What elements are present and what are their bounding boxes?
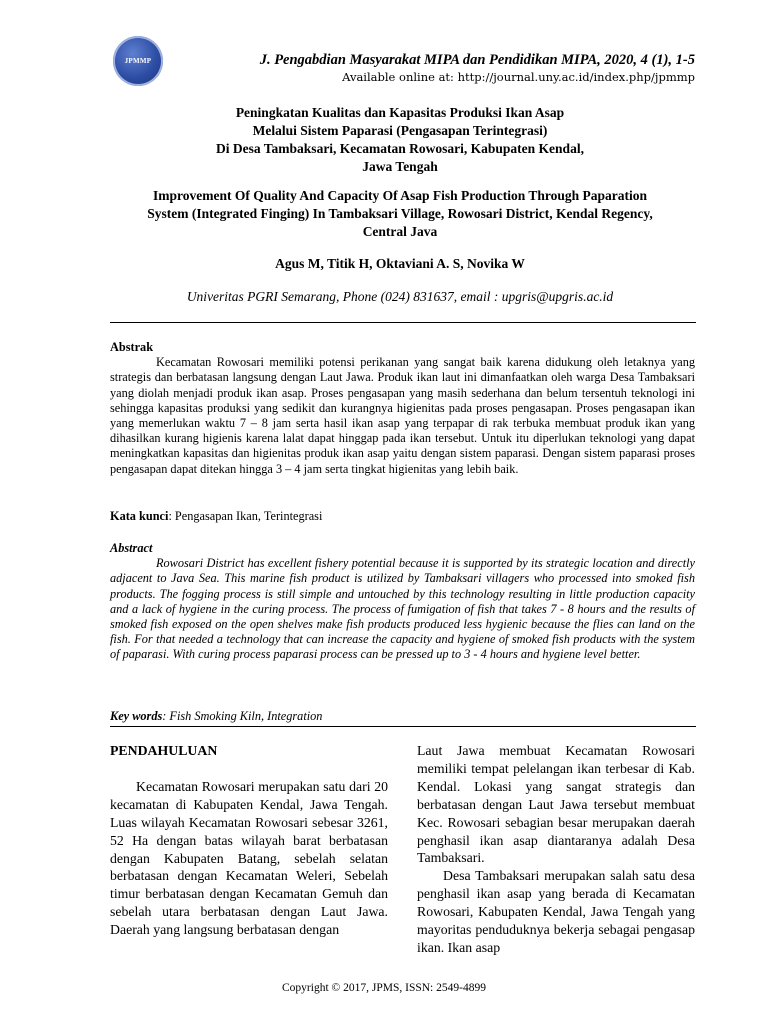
title-line: Central Java [362,224,438,239]
body-paragraph: Desa Tambaksari merupakan salah satu desa penghasil ikan asap yang berada di Kecamatan Rowosari, Kabupaten Kendal, Jawa Tengah yang mayoritas penduduknya bekerja sebagai pengasap ikan. Ikan asap [417,868,695,955]
header-divider [110,322,696,323]
title-line: Improvement Of Quality And Capacity Of Asap Fish Production Through Paparation [152,188,648,203]
left-column [110,742,388,939]
body-paragraph: Kecamatan Rowosari merupakan satu dari 20 kecamatan di Kabupaten Kendal, Jawa Tengah. Luas wilayah Kecamatan Rowosari sebesar 3261, 52 Ha dengan batas wilayah barat berbatasan dengan Kabupaten Batang, sebelah selatan berbatasan dengan Kecamatan Weleri, Sebelah timur berbatasan dengan Kecamatan Gemuh dan sebelah utara berbatasan dengan Laut Jawa. Daerah yang langsung berbatasan dengan [110,778,388,938]
abstrak-text: Kecamatan Rowosari memiliki potensi perikanan yang sangat baik karena didukung oleh letaknya yang strategis dan berbatasan langsung dengan Laut Jawa. Produk ikan laut ini dimanfaatkan oleh warga Desa Tambaksari yang diolah menjadi produk ikan asap. Proses pengasapan yang masih sederhana dan belum tersentuh teknologi ini sehingga kapasitas produksi yang sedikit dan kurangnya higienitas pada proses pengasapan. Proses pengasapan ikan yang memerlukan waktu 7 – 8 jam serta hasil ikan asap yang terpapar di rak terbuka membuat produk ikan yang dihasilkan kurang higienis karena lalat dapat hinggap pada ikan tersebut. Untuk itu diperlukan teknologi yang dapat meningkatkan kapasitas dan higienitas produk ikan asap yaitu dengan sistem paparasi. Dengan sistem paparasi proses pengasapan dapat ditekan hingga 3 – 4 jam serta tingkat higienitas yang lebih baik. [110,355,695,476]
available-online: Available online at: http://journal.uny.ac.id/index.php/jpmmp [342,70,695,84]
title-english [100,187,700,241]
journal-logo [113,36,163,86]
abstrak-heading: Abstrak [110,340,154,354]
kata-kunci-text: : Pengasapan Ikan, Terintegrasi [168,509,323,523]
copyright-footer: Copyright © 2017, JPMS, ISSN: 2549-4899 [282,982,486,994]
abstract-text: Rowosari District has excellent fishery potential because it is supported by its strategic location and directly adjacent to Java Sea. This marine fish product is utilized by Tambaksari villagers who processed into smoked fish products. The fogging process is still simple and untouched by this technology resulting in little production capacity and a lack of hygiene in the curing process. The process of fumigation of fish that takes 7 - 8 hours and the results of smoked fish exposed on the open shelves make fish products produced less hygienic because the flies can land on the fish. For that needed a technology that can increase the capacity and hygiene of smoked fish products with the system of paparasi. With curing process paparasi process can be pressed up to 3 - 4 hours and hygiene level better. [110,556,695,662]
title-line: System (Integrated Finging) In Tambaksari Village, Rowosari District, Kendal Regency, [147,206,653,221]
abstract-divider [110,726,696,727]
kata-kunci-label: Kata kunci [110,509,169,523]
title-line: Jawa Tengah [362,159,438,174]
title-indonesian [100,104,700,176]
logo-text: JPMMP [124,57,152,65]
right-column [417,742,695,957]
journal-citation: J. Pengabdian Masyarakat MIPA dan Pendidikan MIPA, 2020, 4 (1), 1-5 [259,52,695,68]
affiliation: Univeritas PGRI Semarang, Phone (024) 831637, email : upgris@upgris.ac.id [186,289,614,304]
abstract-section [110,541,695,663]
section-heading: PENDAHULUAN [110,743,218,758]
title-line: Melalui Sistem Paparasi (Pengasapan Terintegrasi) [252,123,548,138]
authors: Agus M, Titik H, Oktaviani A. S, Novika W [275,256,525,271]
title-line: Di Desa Tambaksari, Kecamatan Rowosari, Kabupaten Kendal, [216,141,584,156]
abstract-heading: Abstract [110,541,153,555]
abstrak-section [110,340,695,477]
kata-kunci [110,509,695,524]
key-words-text: : Fish Smoking Kiln, Integration [162,709,323,723]
body-paragraph: Laut Jawa membuat Kecamatan Rowosari memiliki tempat pelelangan ikan terbesar di Kab. Kendal. Lokasi yang sangat strategis dan berbatasan dengan Laut Jawa tersebut membuat Kec. Rowosari sebagian besar merupakan daerah penghasil ikan asap diantaranya adalah Desa Tambaksari. [417,743,695,866]
title-line: Peningkatan Kualitas dan Kapasitas Produksi Ikan Asap [235,105,565,120]
key-words [110,709,695,724]
key-words-label: Key words [110,709,163,723]
